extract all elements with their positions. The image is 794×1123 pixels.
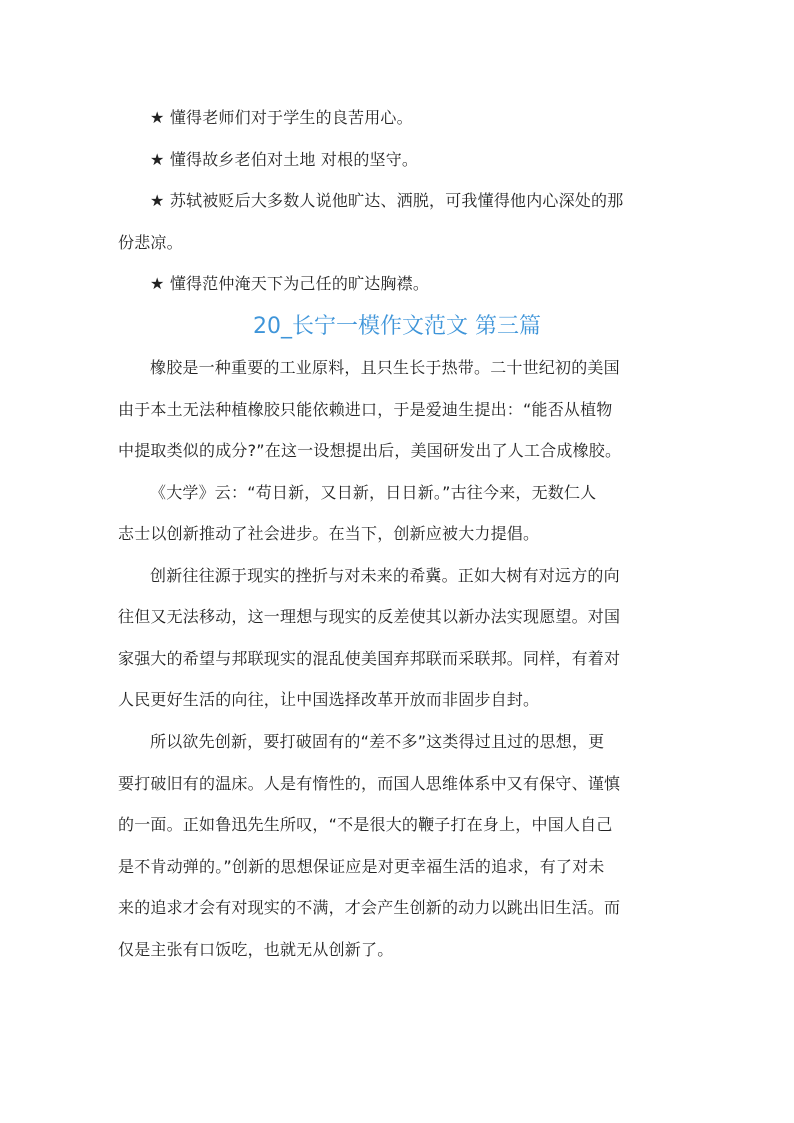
section-heading: 20_长宁一模作文范文 第三篇: [253, 314, 541, 339]
paragraph-line: 所以欲先创新，要打破固有的“差不多”这类得过且过的思想，更: [150, 732, 605, 751]
paragraph-line: 来的追求才会有对现实的不满，才会产生创新的动力以跳出旧生活。而: [118, 898, 621, 917]
paragraph-line: 家强大的希望与邦联现实的混乱使美国弃邦联而采联邦。同样，有着对: [118, 649, 621, 668]
paragraph-line: 是不肯动弹的。”创新的思想保证应是对更幸福生活的追求，有了对未: [118, 857, 605, 876]
bullet-item: ★ 懂得老师们对于学生的良苦用心。: [150, 108, 413, 127]
paragraph-line: 志士以创新推动了社会进步。在当下，创新应被大力提倡。: [118, 524, 540, 543]
paragraph-line: 往但又无法移动，这一理想与现实的反差使其以新办法实现愿望。对国: [118, 607, 621, 626]
paragraph-line: 中提取类似的成分?”在这一设想提出后，美国研发出了人工合成橡胶。: [118, 441, 622, 460]
paragraph-line: 由于本土无法种植橡胶只能依赖进口，于是爱迪生提出：“能否从植物: [118, 400, 613, 419]
paragraph-line: 橡胶是一种重要的工业原料，且只生长于热带。二十世纪初的美国: [150, 358, 620, 377]
bullet-item: ★ 苏轼被贬后大多数人说他旷达、洒脱，可我懂得他内心深处的那: [150, 191, 624, 210]
bullet-item: ★ 懂得范仲淹天下为己任的旷达胸襟。: [150, 274, 430, 293]
bullet-item-continuation: 份悲凉。: [118, 233, 183, 252]
paragraph-line: 要打破旧有的温床。人是有惰性的，而国人思维体系中又有保守、谨慎: [118, 774, 621, 793]
bullet-item: ★ 懂得故乡老伯对土地 对根的坚守。: [150, 150, 419, 169]
paragraph-line: 创新往往源于现实的挫折与对未来的希冀。正如大树有对远方的向: [150, 566, 620, 585]
paragraph-line: 人民更好生活的向往，让中国选择改革开放而非固步自封。: [118, 690, 540, 709]
paragraph-line: 《大学》云：“苟日新，又日新，日日新。”古往今来，无数仁人: [150, 483, 597, 502]
paragraph-line: 的一面。正如鲁迅先生所叹，“不是很大的鞭子打在身上，中国人自己: [118, 815, 613, 834]
paragraph-line: 仅是主张有口饭吃，也就无从创新了。: [118, 940, 394, 959]
